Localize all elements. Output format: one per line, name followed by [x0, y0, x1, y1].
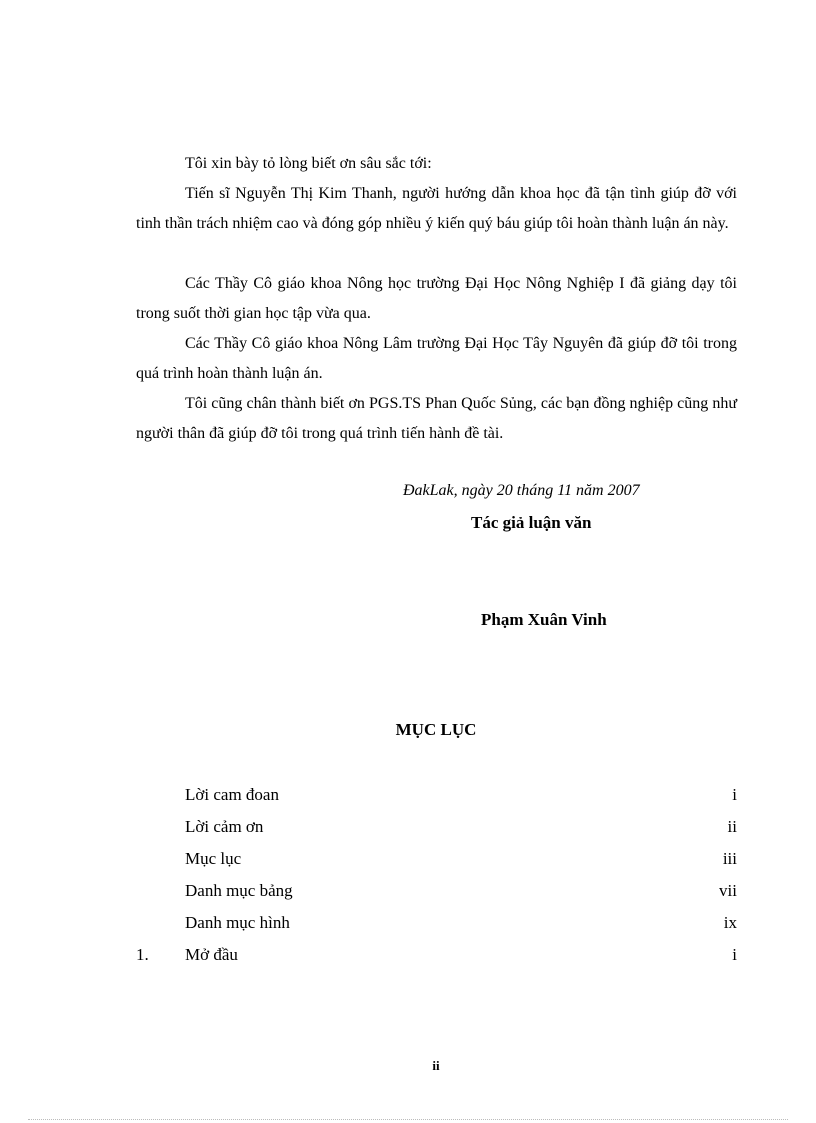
toc-entry-page: i [732, 785, 737, 804]
ack-intro: Tôi xin bày tỏ lòng biết ơn sâu sắc tới: [185, 155, 432, 172]
toc-entry-page: vii [719, 881, 737, 900]
toc-entry [136, 913, 737, 945]
toc-entry-label: Danh mục bảng [185, 881, 293, 900]
toc-entry-label: Lời cảm ơn [185, 817, 264, 836]
toc-entry-label: Lời cam đoan [185, 785, 279, 804]
toc-entry [136, 817, 737, 849]
signature-place-date: ĐakLak, ngày 20 tháng 11 năm 2007 [403, 482, 640, 499]
ack-colleagues-paragraph: Tôi cũng chân thành biết ơn PGS.TS Phan Quốc Sủng, các bạn đồng nghiệp cũng như người thân đã giúp đỡ tôi trong quá trình tiến hành đề tài. [136, 395, 737, 442]
signature-author-name: Phạm Xuân Vinh [481, 610, 607, 629]
toc-entry-label: Mở đầu [185, 945, 238, 964]
toc-entry-number: 1. [136, 945, 149, 964]
footer-page-number: ii [432, 1058, 440, 1073]
toc-entry [136, 849, 737, 881]
ack-supervisor-paragraph: Tiến sĩ Nguyễn Thị Kim Thanh, người hướng dẫn khoa học đã tận tình giúp đỡ với tinh thần trách nhiệm cao và đóng góp nhiều ý kiến quý báu giúp tôi hoàn thành luận án này. [136, 185, 737, 232]
signature-role: Tác giả luận văn [471, 513, 592, 532]
toc-entry [136, 945, 737, 977]
ack-faculty-paragraph-1: Các Thầy Cô giáo khoa Nông học trường Đại Học Nông Nghiệp I đã giảng dạy tôi trong suốt thời gian học tập vừa qua. [136, 275, 737, 322]
page-bottom-divider [28, 1119, 788, 1120]
toc-entry-page: i [732, 945, 737, 964]
ack-faculty-paragraph-2: Các Thầy Cô giáo khoa Nông Lâm trường Đại Học Tây Nguyên đã giúp đỡ tôi trong quá trình hoàn thành luận án. [136, 335, 737, 382]
toc-entry [136, 881, 737, 913]
toc-entry-page: iii [722, 849, 737, 868]
toc-entry-page: ix [723, 913, 737, 932]
toc-entry-label: Mục lục [185, 849, 242, 868]
toc-title: MỤC LỤC [395, 720, 477, 739]
toc-list [136, 785, 737, 977]
toc-entry [136, 785, 737, 817]
toc-entry-label: Danh mục hình [185, 913, 290, 932]
toc-entry-page: ii [727, 817, 737, 836]
